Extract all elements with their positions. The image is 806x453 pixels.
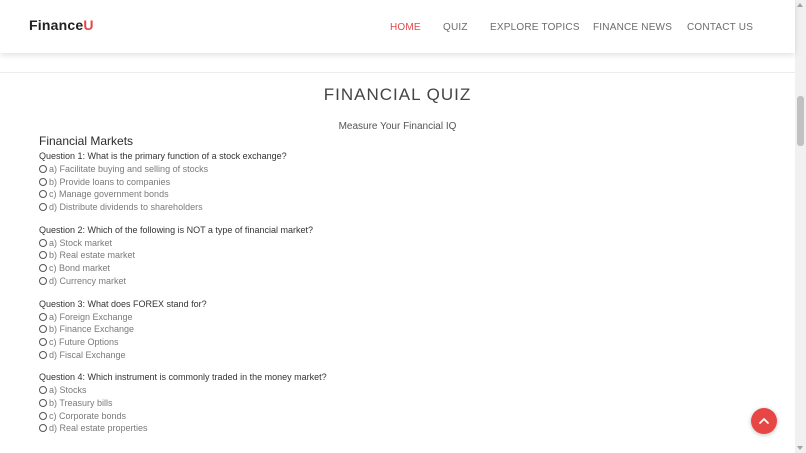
option-label: b) Real estate market — [49, 250, 136, 261]
radio-button[interactable] — [39, 313, 47, 321]
option-label: a) Facilitate buying and selling of stocks — [49, 164, 209, 174]
option-label: b) Provide loans to companies — [49, 176, 171, 187]
answer-option[interactable] — [39, 275, 739, 288]
question-text: Question 3: What does FOREX stand for? — [39, 298, 207, 309]
radio-button[interactable] — [39, 239, 47, 247]
radio-button[interactable] — [39, 386, 47, 394]
radio-button[interactable] — [39, 178, 47, 186]
section-title: Financial Markets — [39, 134, 134, 148]
option-label: a) Foreign Exchange — [49, 311, 133, 322]
chevron-up-icon — [758, 415, 770, 427]
radio-button[interactable] — [39, 251, 47, 259]
answer-option[interactable] — [39, 311, 739, 324]
radio-button[interactable] — [39, 165, 47, 173]
scroll-down-arrow-icon[interactable] — [797, 446, 803, 450]
answer-option[interactable] — [39, 422, 739, 435]
option-label: c) Bond market — [49, 263, 111, 274]
nav-home[interactable]: HOME — [390, 22, 421, 33]
option-label: b) Treasury bills — [49, 397, 113, 408]
answer-option[interactable] — [39, 397, 739, 410]
option-label: d) Currency market — [49, 275, 127, 286]
radio-button[interactable] — [39, 338, 47, 346]
radio-button[interactable] — [39, 424, 47, 432]
main-nav — [0, 22, 795, 36]
question-2 — [39, 224, 739, 288]
page-subtitle: Measure Your Financial IQ — [338, 121, 457, 132]
answer-option[interactable] — [39, 249, 739, 262]
option-label: d) Fiscal Exchange — [49, 349, 126, 360]
nav-explore-topics[interactable]: EXPLORE TOPICS — [490, 22, 580, 33]
radio-button[interactable] — [39, 277, 47, 285]
radio-button[interactable] — [39, 399, 47, 407]
option-label: c) Future Options — [49, 336, 119, 347]
scrollbar-thumb[interactable] — [797, 96, 804, 146]
option-label: c) Corporate bonds — [49, 410, 127, 421]
scroll-up-arrow-icon[interactable] — [797, 3, 803, 7]
radio-button[interactable] — [39, 351, 47, 359]
question-3 — [39, 298, 739, 362]
answer-option[interactable] — [39, 188, 739, 201]
option-label: d) Real estate properties — [49, 423, 148, 434]
answer-option[interactable] — [39, 163, 739, 176]
answer-option[interactable] — [39, 176, 739, 189]
option-label: b) Finance Exchange — [49, 324, 135, 335]
option-label: d) Distribute dividends to shareholders — [49, 202, 203, 213]
nav-contact-us[interactable]: CONTACT US — [687, 22, 754, 33]
scroll-to-top-button[interactable] — [751, 408, 777, 434]
nav-quiz[interactable]: QUIZ — [443, 22, 468, 33]
question-text: Question 1: What is the primary function of a stock exchange? — [39, 151, 287, 161]
radio-button[interactable] — [39, 264, 47, 272]
option-label: c) Manage government bonds — [49, 189, 169, 200]
site-header — [0, 0, 795, 53]
answer-option[interactable] — [39, 262, 739, 275]
answer-option[interactable] — [39, 237, 739, 250]
radio-button[interactable] — [39, 412, 47, 420]
page-scrollbar[interactable] — [795, 0, 806, 453]
option-label: a) Stocks — [49, 385, 87, 396]
section-divider — [0, 72, 795, 73]
answer-option[interactable] — [39, 410, 739, 423]
nav-finance-news[interactable]: FINANCE NEWS — [593, 22, 673, 33]
answer-option[interactable] — [39, 336, 739, 349]
question-4 — [39, 371, 739, 435]
radio-button[interactable] — [39, 190, 47, 198]
brand-name: Finance — [29, 17, 84, 33]
quiz-form — [39, 134, 739, 445]
page-title: FINANCIAL QUIZ — [323, 85, 472, 104]
answer-option[interactable] — [39, 323, 739, 336]
question-1 — [39, 150, 739, 214]
answer-option[interactable] — [39, 384, 739, 397]
brand-accent: U — [83, 17, 94, 33]
question-text: Question 4: Which instrument is commonly traded in the money market? — [39, 372, 327, 383]
question-text: Question 2: Which of the following is NOT a type of financial market? — [39, 224, 313, 235]
radio-button[interactable] — [39, 203, 47, 211]
option-label: a) Stock market — [49, 237, 113, 248]
answer-option[interactable] — [39, 349, 739, 362]
answer-option[interactable] — [39, 201, 739, 214]
radio-button[interactable] — [39, 325, 47, 333]
